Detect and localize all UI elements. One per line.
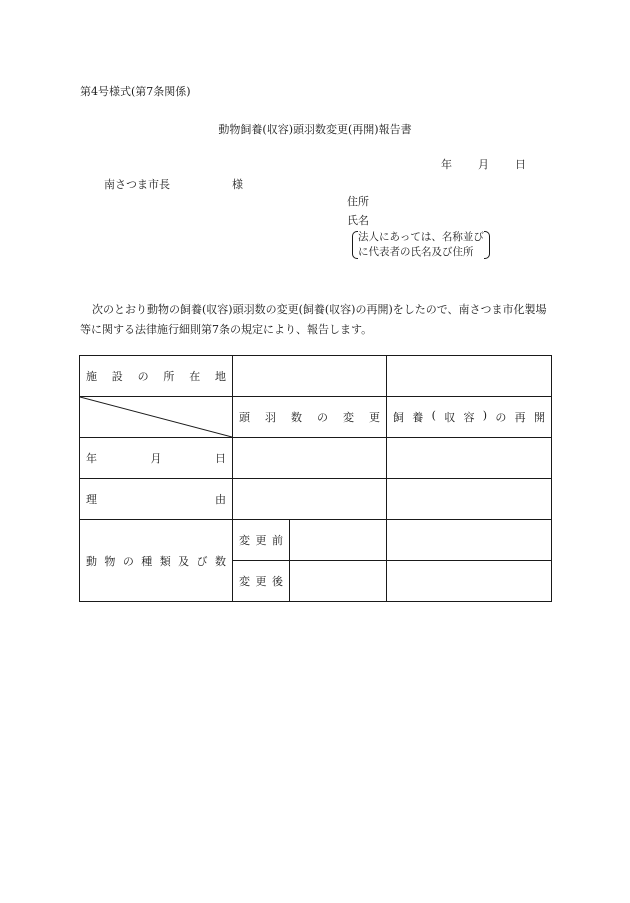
diagonal-cell xyxy=(80,397,233,438)
row-date xyxy=(80,438,552,479)
date-year: 年 xyxy=(441,158,452,171)
cell-after-change[interactable] xyxy=(290,561,387,602)
label-after xyxy=(233,561,290,602)
label-location xyxy=(80,356,233,397)
corporation-note-line1: 法人にあっては、名称並び xyxy=(358,231,484,243)
address-label: 住所 xyxy=(347,195,369,208)
label-reason xyxy=(80,479,233,520)
corporation-note xyxy=(352,230,490,260)
cell-before-change[interactable] xyxy=(290,520,387,561)
row-header xyxy=(80,397,552,438)
label-reason-left: 理 xyxy=(86,493,97,506)
row-reason xyxy=(80,479,552,520)
cell-date-resume[interactable] xyxy=(387,438,552,479)
label-date-month: 月 xyxy=(150,452,162,465)
cell-reason-resume[interactable] xyxy=(387,479,552,520)
header-resume xyxy=(387,397,552,438)
date-day: 日 xyxy=(515,158,526,171)
cell-reason-change[interactable] xyxy=(233,479,387,520)
label-before-text: 変 更 前 xyxy=(239,534,283,547)
label-date-year: 年 xyxy=(86,452,97,465)
row-animals-before xyxy=(80,520,552,561)
header-resume-text: 飼 養 ( 収 容 ) の 再 開 xyxy=(393,409,545,424)
date-line xyxy=(441,156,526,172)
header-change xyxy=(233,397,387,438)
name-label: 氏名 xyxy=(347,214,369,227)
row-location xyxy=(80,356,552,397)
report-table xyxy=(79,355,552,602)
label-after-text: 変 更 後 xyxy=(239,575,283,588)
label-before xyxy=(233,520,290,561)
document-title: 動物飼養(収容)頭羽数変更(再開)報告書 xyxy=(218,123,412,136)
addressee: 南さつま市長 xyxy=(104,178,170,191)
cell-before-resume[interactable] xyxy=(387,520,552,561)
body-text: 次のとおり動物の飼養(収容)頭羽数の変更(飼養(収容)の再開)をしたので、南さつま市化製場等に関する法律施行細則第7条の規定により、報告します。 xyxy=(80,303,547,336)
label-animals xyxy=(80,520,233,602)
diagonal-line xyxy=(80,397,232,437)
header-change-text: 頭 羽 数 の 変 更 xyxy=(239,411,380,424)
corporation-note-line2: に代表者の氏名及び住所 xyxy=(358,246,474,258)
label-location-text: 施 設 の 所 在 地 xyxy=(86,370,226,383)
cell-after-resume[interactable] xyxy=(387,561,552,602)
form-number: 第4号様式(第7条関係) xyxy=(80,85,191,98)
label-date-day: 日 xyxy=(215,452,226,465)
label-animals-text: 動 物 の 種 類 及 び 数 xyxy=(86,554,226,568)
honorific: 様 xyxy=(232,178,243,191)
cell-location-resume[interactable] xyxy=(387,356,552,397)
label-reason-right: 由 xyxy=(215,493,226,506)
cell-location-change[interactable] xyxy=(233,356,387,397)
date-month: 月 xyxy=(478,158,489,171)
cell-date-change[interactable] xyxy=(233,438,387,479)
label-date xyxy=(80,438,233,479)
